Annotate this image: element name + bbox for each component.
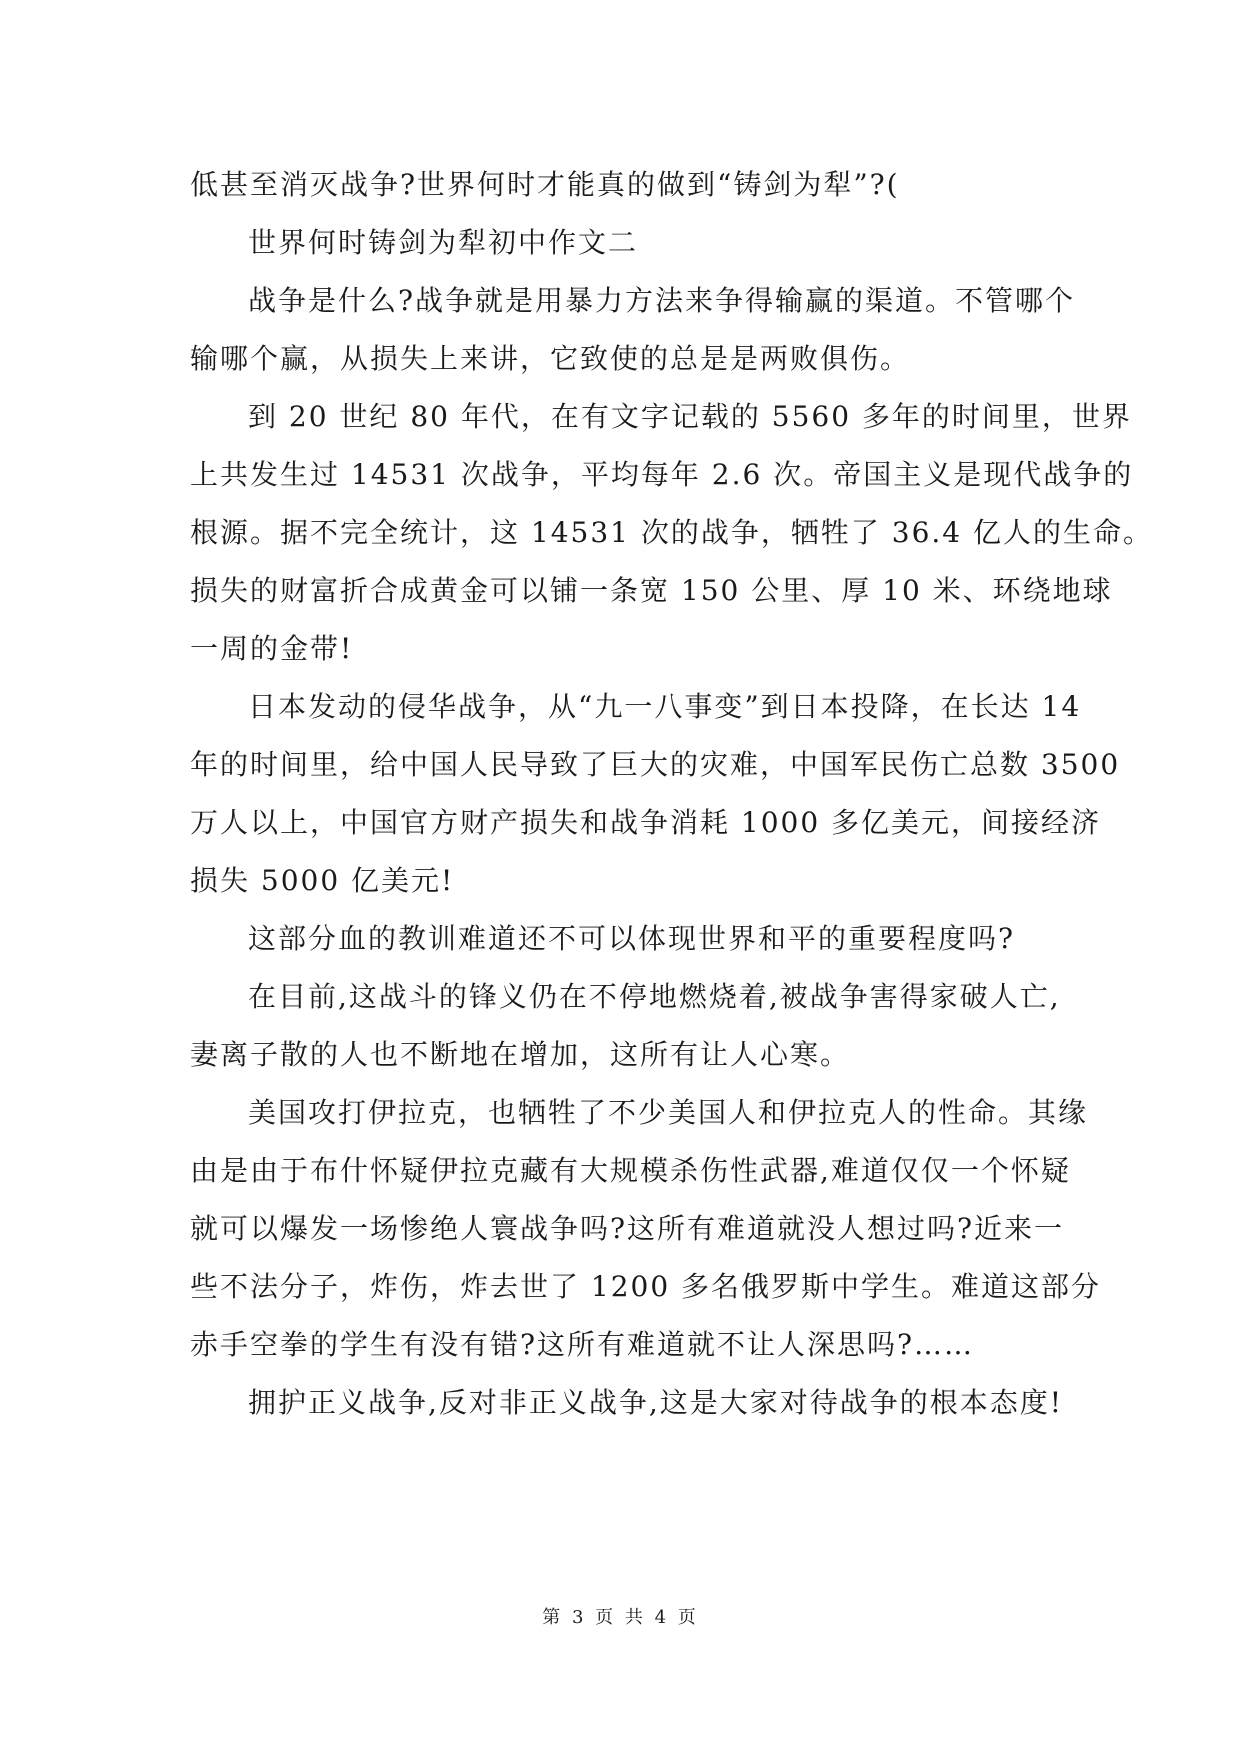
text-line: 损失 5000 亿美元! — [190, 864, 455, 897]
text-line: 年的时间里，给中国人民导致了巨大的灾难，中国军民伤亡总数 3500 — [190, 748, 1121, 781]
text-line: 万人以上，中国官方财产损失和战争消耗 1000 多亿美元，间接经济 — [190, 806, 1102, 839]
text-line: 由是由于布什怀疑伊拉克藏有大规模杀伤性武器,难道仅仅一个怀疑 — [190, 1154, 1071, 1187]
text-line: 就可以爆发一场惨绝人寰战争吗?这所有难道就没人想过吗?近来一 — [190, 1212, 1065, 1245]
text-line: 根源。据不完全统计，这 14531 次的战争，牺牲了 36.4 亿人的生命。 — [190, 516, 1154, 549]
text-line: 些不法分子，炸伤，炸去世了 1200 多名俄罗斯中学生。难道这部分 — [190, 1270, 1102, 1303]
text-line: 美国攻打伊拉克，也牺牲了不少美国人和伊拉克人的性命。其缘 — [248, 1096, 1089, 1129]
text-line: 损失的财富折合成黄金可以铺一条宽 150 公里、厚 10 米、环绕地球 — [190, 574, 1113, 607]
page-number-footer: 第 3 页 共 4 页 — [542, 1607, 699, 1628]
text-line: 在目前,这战斗的锋义仍在不停地燃烧着,被战争害得家破人亡, — [248, 980, 1061, 1013]
text-line: 赤手空拳的学生有没有错?这所有难道就不让人深思吗?…… — [190, 1328, 975, 1361]
text-line: 一周的金带! — [190, 632, 354, 665]
text-line: 战争是什么?战争就是用暴力方法来争得输赢的渠道。不管哪个 — [248, 284, 1076, 317]
text-line: 拥护正义战争,反对非正义战争,这是大家对待战争的根本态度! — [248, 1386, 1064, 1419]
text-line: 妻离子散的人也不断地在增加，这所有让人心寒。 — [190, 1038, 851, 1071]
text-line: 上共发生过 14531 次战争，平均每年 2.6 次。帝国主义是现代战争的 — [190, 458, 1134, 491]
text-line: 输哪个赢，从损失上来讲，它致使的总是是两败俱伤。 — [190, 342, 911, 375]
text-line: 低甚至消灭战争?世界何时才能真的做到“铸剑为犁”?( — [190, 168, 900, 201]
text-line: 到 20 世纪 80 年代，在有文字记载的 5560 多年的时间里，世界 — [248, 400, 1132, 433]
section-heading: 世界何时铸剑为犁初中作文二 — [248, 226, 639, 259]
body-text — [190, 156, 1154, 1432]
text-line: 日本发动的侵华战争，从“九一八事变”到日本投降，在长达 14 — [248, 690, 1082, 723]
text-line: 这部分血的教训难道还不可以体现世界和平的重要程度吗? — [248, 922, 1016, 955]
